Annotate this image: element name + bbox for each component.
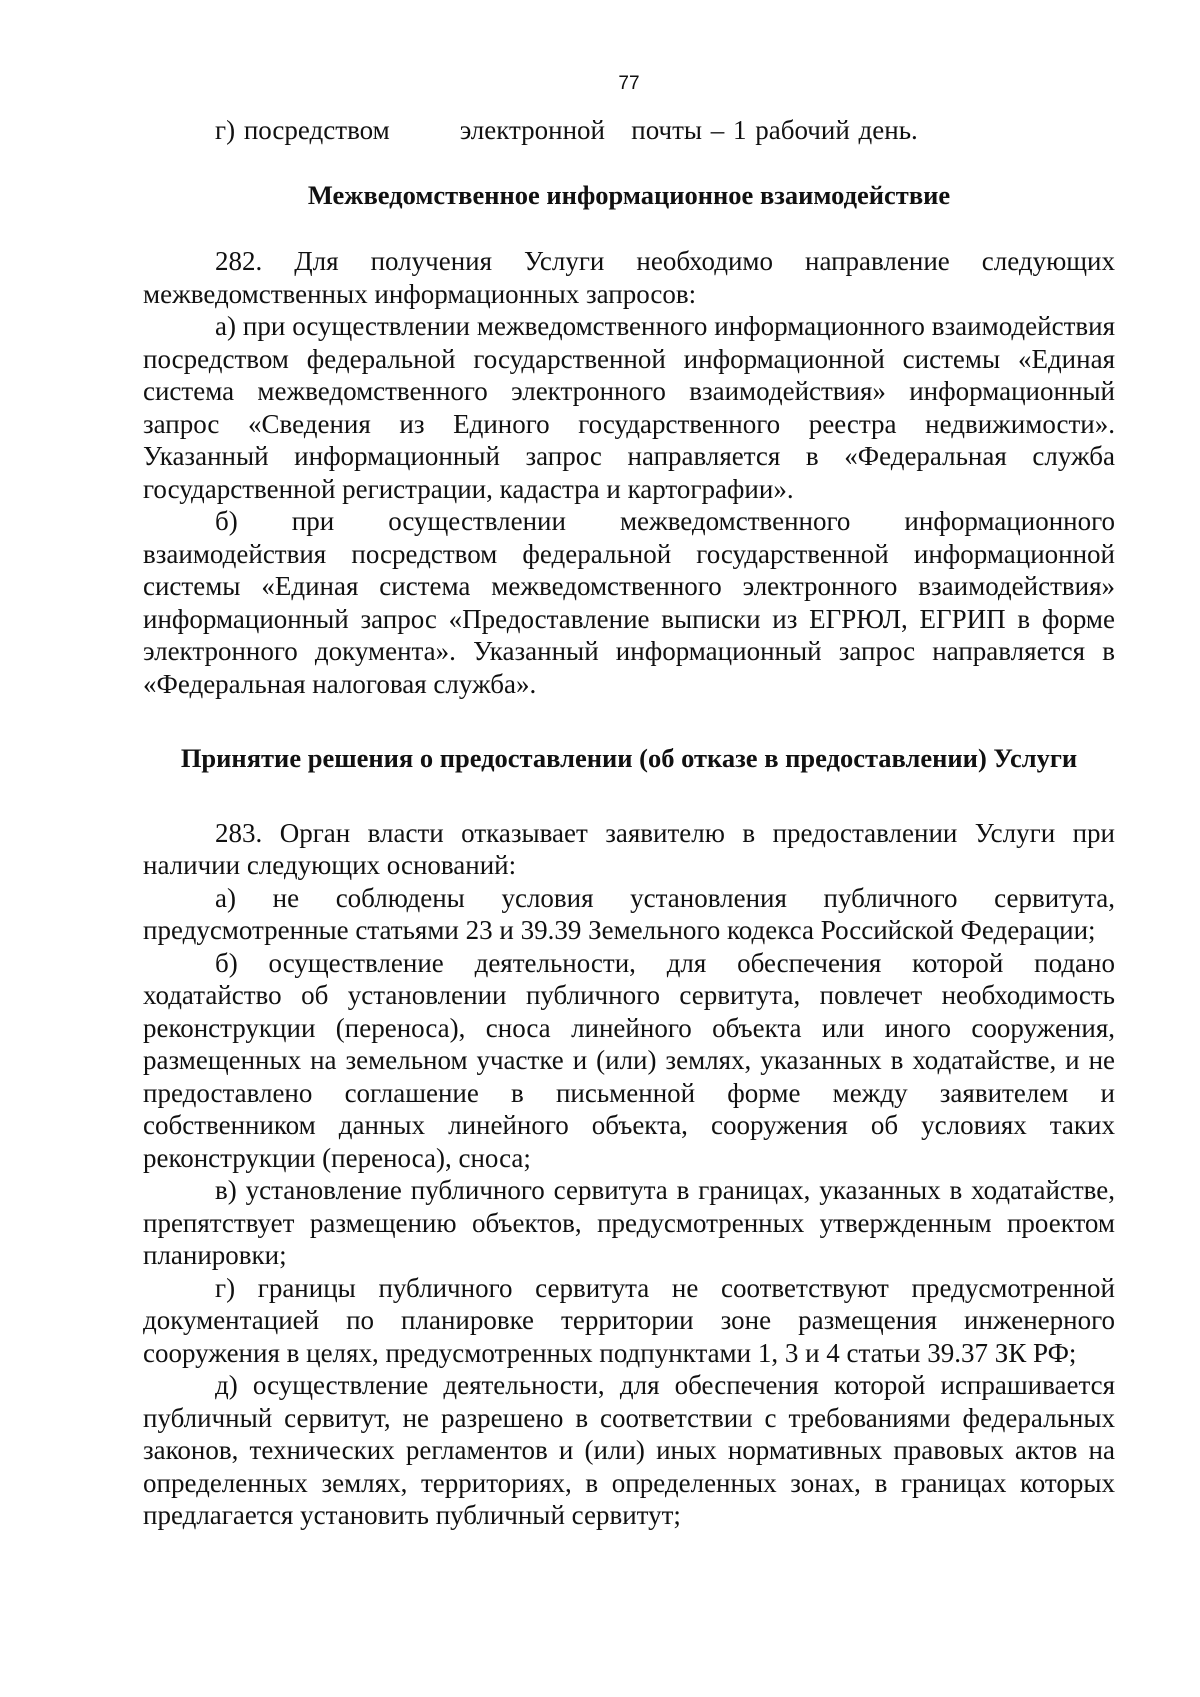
- section-heading-decision: Принятие решения о предоставлении (об отказе в предоставлении) Услуги: [180, 743, 1078, 773]
- continuation-line: г) посредством электронной почты – 1 рабочий день.: [215, 115, 918, 145]
- paragraph-283-g: г) границы публичного сервитута не соответствуют предусмотренной документацией по планировке территории зоне размещения инженерного сооружения в целях, предусмотренных подпунктами 1, 3 и 4 статьи 39.37 ЗК РФ;: [143, 1272, 1115, 1368]
- paragraph-283-a: а) не соблюдены условия установления публичного сервитута, предусмотренные статьями 23 и 39.39 Земельного кодекса Российской Федерации;: [143, 882, 1115, 945]
- paragraph-283-v: в) установление публичного сервитута в границах, указанных в ходатайстве, препятствует размещению объектов, предусмотренных утвержденным проектом планировки;: [143, 1175, 1115, 1270]
- page-number: 77: [618, 73, 640, 94]
- paragraph-283-b: б) осуществление деятельности, для обеспечения которой подано ходатайство об установлении публичного сервитута, повлечет необходимость реконструкции (переноса), сноса линейного объекта или иного сооружения, размещенных на земельном участке и (или) землях, указанных в ходатайстве, и не предоставлено соглашение в письменной форме между заявителем и собственником данных линейного объекта, сооружения об условиях таких реконструкции (переноса), сноса;: [143, 947, 1115, 1173]
- paragraph-282: 282. Для получения Услуги необходимо направление следующих межведомственных информационных запросов:: [143, 246, 1115, 309]
- section-heading-interagency: Межведомственное информационное взаимодействие: [307, 179, 951, 210]
- document-body: [143, 114, 1115, 1532]
- paragraph-283: 283. Орган власти отказывает заявителю в предоставлении Услуги при наличии следующих оснований:: [143, 817, 1115, 880]
- paragraph-282-b: б) при осуществлении межведомственного информационного взаимодействия посредством федеральной государственной информационной системы «Единая система межведомственного электронного взаимодействия» информационный запрос «Предоставление выписки из ЕГРЮЛ, ЕГРИП в форме электронного документа». Указанный информационный запрос направляется в «Федеральная налоговая служба».: [143, 506, 1115, 699]
- paragraph-282-a: а) при осуществлении межведомственного информационного взаимодействия посредством федеральной государственной информационной системы «Единая система межведомственного электронного взаимодействия» информационный запрос «Сведения из Единого государственного реестра недвижимости». Указанный информационный запрос направляется в «Федеральная служба государственной регистрации, кадастра и картографии».: [143, 311, 1115, 504]
- paragraph-283-d: д) осуществление деятельности, для обеспечения которой испрашивается публичный сервитут, не разрешено в соответствии с требованиями федеральных законов, технических регламентов и (или) иных нормативных правовых актов на определенных землях, территориях, в определенных зонах, в границах которых предлагается установить публичный сервитут;: [143, 1370, 1115, 1530]
